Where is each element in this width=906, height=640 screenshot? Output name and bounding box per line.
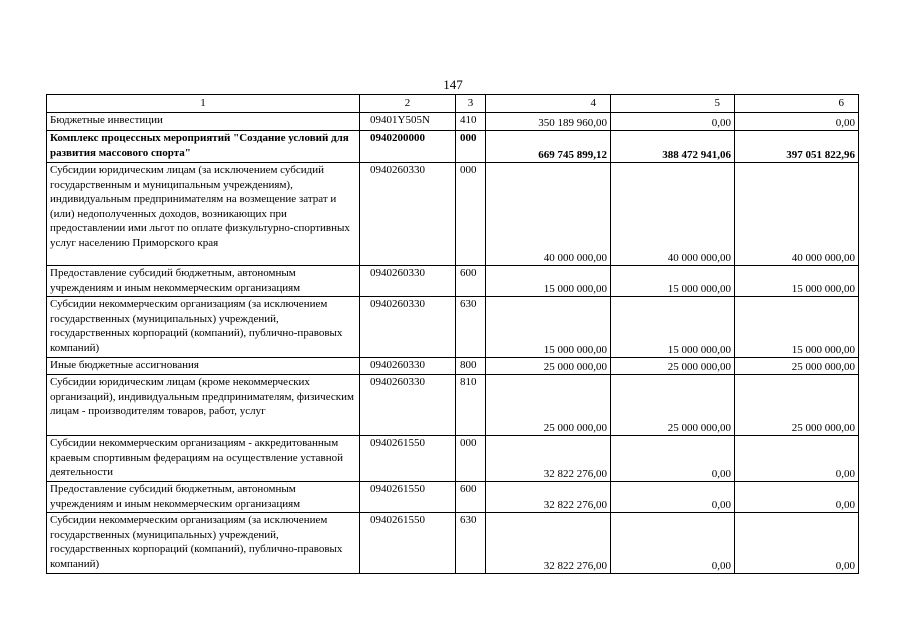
row-type: 000 (456, 163, 486, 266)
row-value-5: 0,00 (611, 482, 735, 513)
table-row (47, 266, 859, 297)
header-cell: 4 (486, 95, 611, 113)
row-value-4: 32 822 276,00 (486, 513, 611, 574)
row-name: Комплекс процессных мероприятий "Создание условий для развития массового спорта" (47, 131, 360, 163)
row-code: 0940200000 (360, 131, 456, 163)
row-name: Субсидии некоммерческим организациям - аккредитованным краевым спортивным федерациям на осуществление уставной деятельности (47, 436, 360, 482)
row-code: 0940260330 (360, 266, 456, 297)
row-value-4: 32 822 276,00 (486, 482, 611, 513)
row-value-6: 397 051 822,96 (735, 131, 859, 163)
row-name: Субсидии некоммерческим организациям (за исключением государственных (муниципальных) учреждений, государственных корпораций (компаний), публично-правовых компаний) (47, 513, 360, 574)
row-value-5: 25 000 000,00 (611, 358, 735, 375)
row-value-6: 0,00 (735, 436, 859, 482)
row-value-4: 32 822 276,00 (486, 436, 611, 482)
row-type: 410 (456, 113, 486, 131)
table-row (47, 358, 859, 375)
row-name: Субсидии юридическим лицам (кроме некоммерческих организаций), индивидуальным предпринимателям, физическим лицам - производителям товаров, работ, услуг (47, 375, 360, 436)
row-code: 0940261550 (360, 482, 456, 513)
row-type: 630 (456, 513, 486, 574)
table-row (47, 163, 859, 266)
row-name: Иные бюджетные ассигнования (47, 358, 360, 375)
row-code: 0940260330 (360, 358, 456, 375)
row-value-4: 25 000 000,00 (486, 375, 611, 436)
row-code: 0940260330 (360, 375, 456, 436)
header-cell: 2 (360, 95, 456, 113)
row-value-6: 0,00 (735, 513, 859, 574)
table-row (47, 375, 859, 436)
row-value-5: 40 000 000,00 (611, 163, 735, 266)
row-type: 000 (456, 436, 486, 482)
table-row (47, 131, 859, 163)
page-number: 147 (443, 77, 463, 92)
row-value-5: 15 000 000,00 (611, 297, 735, 358)
row-value-5: 0,00 (611, 513, 735, 574)
row-value-6: 40 000 000,00 (735, 163, 859, 266)
row-type: 600 (456, 266, 486, 297)
table-row (47, 297, 859, 358)
row-value-4: 40 000 000,00 (486, 163, 611, 266)
row-value-6: 15 000 000,00 (735, 297, 859, 358)
header-cell: 5 (611, 95, 735, 113)
row-value-5: 388 472 941,06 (611, 131, 735, 163)
row-name: Предоставление субсидий бюджетным, автономным учреждениям и иным некоммерческим организациям (47, 482, 360, 513)
row-code: 09401Y505N (360, 113, 456, 131)
header-cell: 6 (735, 95, 859, 113)
row-code: 0940261550 (360, 436, 456, 482)
row-name: Субсидии юридическим лицам (за исключением субсидий государственным и муниципальным учреждениям), индивидуальным предпринимателям на возмещение затрат и (или) недополученных доходов, возникающих при предоставлении ими льгот по оплате физкультурно-спортивных услуг населению Приморского края (47, 163, 360, 266)
row-value-4: 350 189 960,00 (486, 113, 611, 131)
row-value-4: 15 000 000,00 (486, 266, 611, 297)
row-code: 0940261550 (360, 513, 456, 574)
row-value-5: 15 000 000,00 (611, 266, 735, 297)
table-row (47, 513, 859, 574)
header-row (47, 95, 859, 113)
row-value-5: 0,00 (611, 113, 735, 131)
budget-table (46, 94, 859, 574)
row-value-6: 25 000 000,00 (735, 375, 859, 436)
row-value-6: 0,00 (735, 113, 859, 131)
header-cell: 3 (456, 95, 486, 113)
row-value-6: 0,00 (735, 482, 859, 513)
row-value-6: 25 000 000,00 (735, 358, 859, 375)
row-type: 000 (456, 131, 486, 163)
row-value-4: 669 745 899,12 (486, 131, 611, 163)
table-row (47, 482, 859, 513)
row-type: 630 (456, 297, 486, 358)
row-value-6: 15 000 000,00 (735, 266, 859, 297)
row-name: Субсидии некоммерческим организациям (за исключением государственных (муниципальных) учреждений, государственных корпораций (компаний), публично-правовых компаний) (47, 297, 360, 358)
row-code: 0940260330 (360, 163, 456, 266)
row-type: 600 (456, 482, 486, 513)
row-name: Предоставление субсидий бюджетным, автономным учреждениям и иным некоммерческим организациям (47, 266, 360, 297)
table-row (47, 113, 859, 131)
table-row (47, 436, 859, 482)
row-type: 800 (456, 358, 486, 375)
row-type: 810 (456, 375, 486, 436)
row-code: 0940260330 (360, 297, 456, 358)
row-value-4: 25 000 000,00 (486, 358, 611, 375)
row-value-4: 15 000 000,00 (486, 297, 611, 358)
header-cell: 1 (47, 95, 360, 113)
row-value-5: 0,00 (611, 436, 735, 482)
row-name: Бюджетные инвестиции (47, 113, 360, 131)
row-value-5: 25 000 000,00 (611, 375, 735, 436)
